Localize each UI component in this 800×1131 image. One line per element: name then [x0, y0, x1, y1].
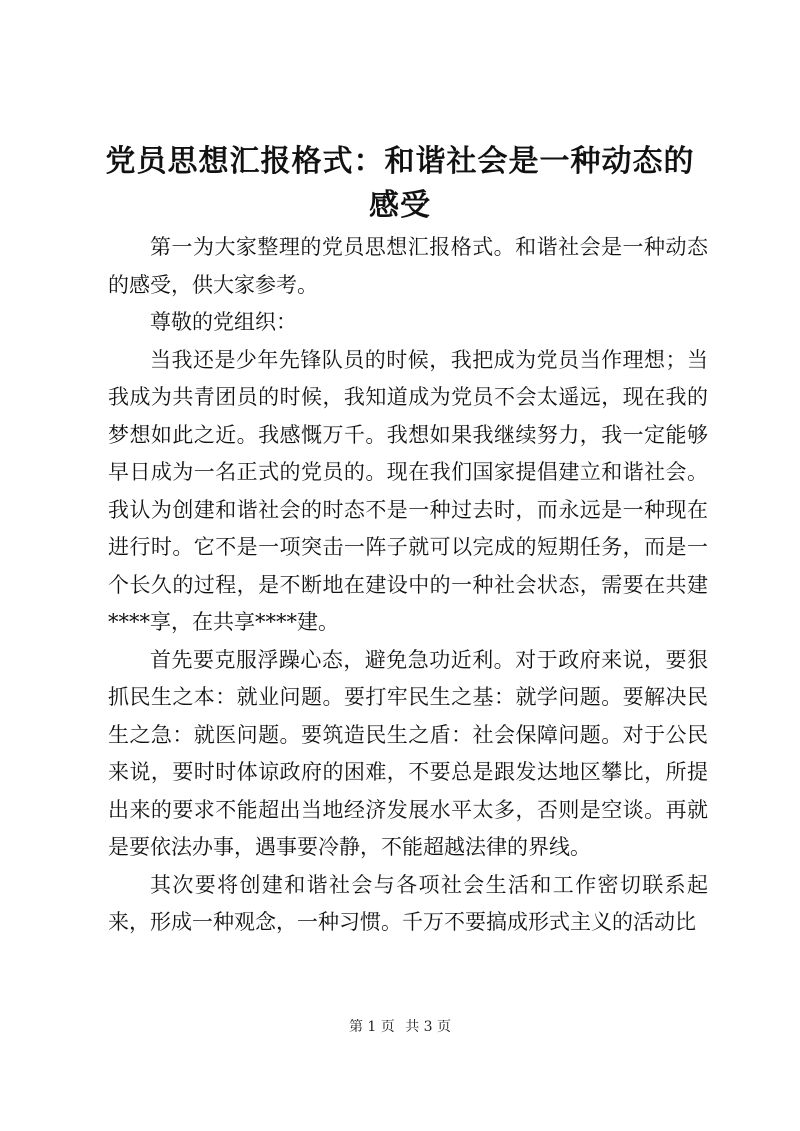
- paragraph-intro: 第一为大家整理的党员思想汇报格式。和谐社会是一种动态的感受，供大家参考。: [108, 235, 708, 297]
- paragraph-salutation: 尊敬的党组织：: [150, 310, 297, 334]
- document-body: [108, 229, 708, 942]
- document-title: 党员思想汇报格式：和谐社会是一种动态的感受: [105, 144, 695, 223]
- paragraph-body-3: 其次要将创建和谐社会与各项社会生活和工作密切联系起来，形成一种观念，一种习惯。千万不要搞成形式主义的活动比: [108, 872, 708, 934]
- page-total: 共 3 页: [405, 1019, 452, 1035]
- paragraph-body-2: 首先要克服浮躁心态，避免急功近利。对于政府来说，要狠抓民生之本：就业问题。要打牢民生之基：就学问题。要解决民生之急：就医问题。要筑造民生之盾：社会保障问题。对于公民来说，要时时体谅政府的困难，不要总是跟发达地区攀比，所提出来的要求不能超出当地经济发展水平太多，否则是空谈。再就是要依法办事，遇事要冷静，不能超越法律的界线。: [108, 647, 708, 859]
- page-number: 第 1 页: [348, 1019, 395, 1035]
- paragraph-body-1: 当我还是少年先锋队员的时候，我把成为党员当作理想；当我成为共青团员的时候，我知道成为党员不会太遥远，现在我的梦想如此之近。我感慨万千。我想如果我继续努力，我一定能够早日成为一名正式的党员的。现在我们国家提倡建立和谐社会。我认为创建和谐社会的时态不是一种过去时，而永远是一种现在进行时。它不是一项突击一阵子就可以完成的短期任务，而是一个长久的过程，是不断地在建设中的一种社会状态，需要在共建****享，在共享****建。: [108, 347, 708, 634]
- page-footer: [0, 1017, 800, 1037]
